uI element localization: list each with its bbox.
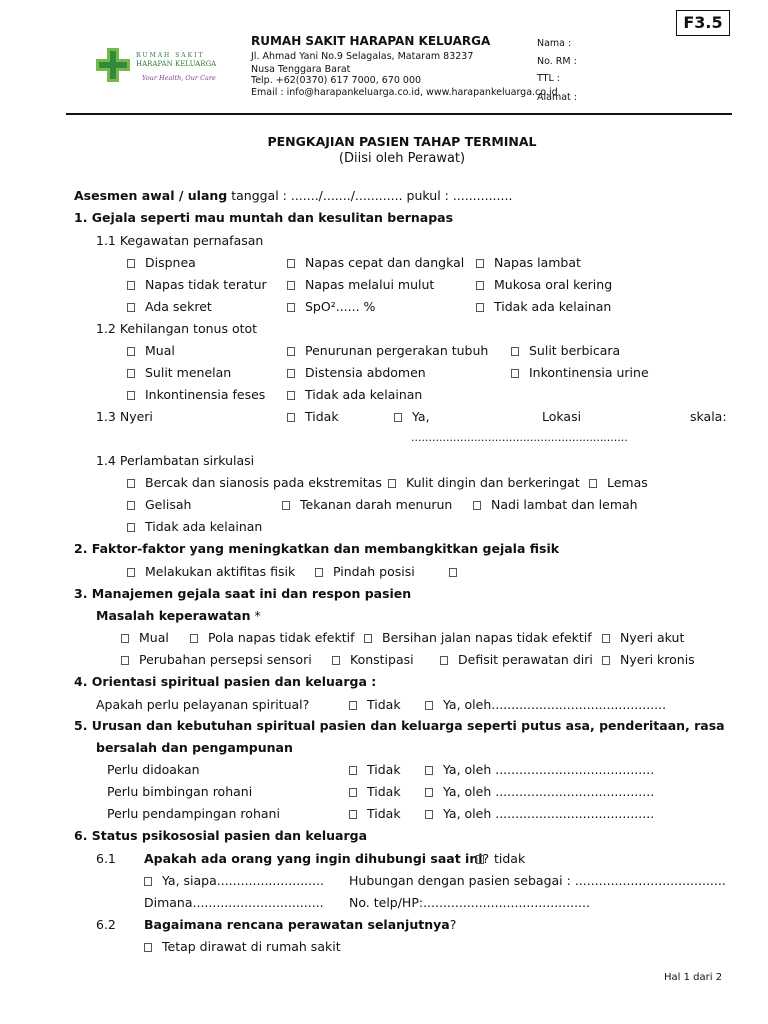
checkbox-napas-lambat[interactable]: Napas lambat [476,255,581,271]
checkbox-spiritual-ya[interactable]: Ya, oleh............................................ [425,697,666,713]
checkbox-icon[interactable] [511,347,519,356]
checkbox-lemas[interactable]: Lemas [589,475,648,491]
hospital-phone: Telp. +62(0370) 617 7000, 670 000 [251,75,422,86]
section-2-title: 2. Faktor-faktor yang meningkatkan dan membangkitkan gejala fisik [74,541,560,556]
nyeri-skala-label: skala: [690,409,727,424]
checkbox-icon[interactable] [476,855,484,864]
checkbox-icon[interactable] [473,501,481,510]
checkbox-icon[interactable] [388,479,396,488]
section-5-title-line2: bersalah dan pengampunan [96,740,293,755]
checkbox-icon[interactable] [127,259,135,268]
checkbox-pendampingan-ya[interactable]: Ya, oleh ........................................ [425,806,654,822]
checkbox-icon[interactable] [332,656,340,665]
checkbox-dispnea[interactable]: Dispnea [127,255,196,271]
checkbox-icon[interactable] [282,501,290,510]
checkbox-icon[interactable] [602,634,610,643]
section-1-3-title: 1.3 Nyeri [96,409,153,424]
checkbox-icon[interactable] [476,303,484,312]
form-subtitle: (Diisi oleh Perawat) [338,151,466,166]
checkbox-icon[interactable] [287,259,295,268]
checkbox-tidak-ada-kelainan-3[interactable]: Tidak ada kelainan [127,519,262,535]
checkbox-didoakan-tidak[interactable]: Tidak [349,762,401,778]
checkbox-bimbingan-ya[interactable]: Ya, oleh ........................................ [425,784,654,800]
checkbox-icon[interactable] [476,259,484,268]
checkbox-tidak-ada-kelainan-1[interactable]: Tidak ada kelainan [476,299,611,315]
checkbox-hubungi-ya[interactable]: Ya, siapa........................... [144,873,324,889]
section-6-title: 6. Status psikososial pasien dan keluarga [74,828,368,843]
checkbox-icon[interactable] [287,281,295,290]
checkbox-aktifitas-fisik[interactable]: Melakukan aktifitas fisik [127,564,295,580]
checkbox-icon[interactable] [144,943,152,952]
checkbox-icon[interactable] [440,656,448,665]
logo-name: HARAPAN KELUARGA [136,60,217,68]
checkbox-konstipasi[interactable]: Konstipasi [332,652,414,668]
dimana-field[interactable]: Dimana................................. [144,895,324,910]
checkbox-icon[interactable] [349,788,357,797]
checkbox-tekanan-darah[interactable]: Tekanan darah menurun [282,497,452,513]
checkbox-icon[interactable] [287,347,295,356]
checkbox-icon[interactable] [127,523,135,532]
checkbox-bersihan-jalan-napas[interactable]: Bersihan jalan napas tidak efektif [364,630,592,646]
spiritual-question: Apakah perlu pelayanan spiritual? [96,697,310,712]
checkbox-icon[interactable] [121,634,129,643]
checkbox-icon[interactable] [449,568,457,577]
checkbox-didoakan-ya[interactable]: Ya, oleh ........................................ [425,762,654,778]
section-4-title: 4. Orientasi spiritual pasien dan keluarga : [74,674,377,689]
q6-1-text: Apakah ada orang yang ingin dihubungi saat ini? [144,851,490,866]
checkbox-icon[interactable] [364,634,372,643]
checkbox-spiritual-tidak[interactable]: Tidak [349,697,401,713]
checkbox-mual[interactable]: Mual [127,343,175,359]
checkbox-napas-tidak-teratur[interactable]: Napas tidak teratur [127,277,267,293]
checkbox-icon[interactable] [476,281,484,290]
header-divider [66,113,732,115]
checkbox-icon[interactable] [589,479,597,488]
checkbox-icon[interactable] [425,701,433,710]
checkbox-kulit-dingin[interactable]: Kulit dingin dan berkeringat [388,475,580,491]
checkbox-icon[interactable] [287,413,295,422]
cross-icon [94,46,134,86]
field-alamat: Alamat : [537,92,577,103]
checkbox-icon[interactable] [121,656,129,665]
hubungan-field[interactable]: Hubungan dengan pasien sebagai : ...................................... [349,873,726,888]
checkbox-icon[interactable] [127,501,135,510]
page-number: Hal 1 dari 2 [664,972,723,983]
checkbox-sulit-menelan[interactable]: Sulit menelan [127,365,231,381]
telp-field[interactable]: No. telp/HP:.......................................... [349,895,590,910]
hospital-logo [94,44,217,90]
checkbox-napas-melalui-mulut[interactable]: Napas melalui mulut [287,277,434,293]
q6-2-number: 6.2 [96,917,116,932]
checkbox-nyeri-tidak[interactable]: Tidak [287,409,339,425]
checkbox-icon[interactable] [127,347,135,356]
row-label-didoakan: Perlu didoakan [107,762,200,777]
row-label-pendampingan: Perlu pendampingan rohani [107,806,280,821]
checkbox-icon[interactable] [511,369,519,378]
checkbox-napas-cepat[interactable]: Napas cepat dan dangkal [287,255,464,271]
field-no-rm: No. RM : [537,56,577,67]
nyeri-lokasi-label: Lokasi [542,409,582,424]
checkbox-nyeri-ya[interactable]: Ya, [394,409,430,425]
row-label-bimbingan: Perlu bimbingan rohani [107,784,253,799]
assessment-label: Asesmen awal / ulang [74,188,228,203]
checkbox-nyeri-akut[interactable]: Nyeri akut [602,630,684,646]
checkbox-icon[interactable] [425,810,433,819]
checkbox-icon[interactable] [349,701,357,710]
checkbox-icon[interactable] [425,788,433,797]
checkbox-distensia-abdomen[interactable]: Distensia abdomen [287,365,426,381]
checkbox-defisit-perawatan[interactable]: Defisit perawatan diri [440,652,593,668]
section-1-title: 1. Gejala seperti mau muntah dan kesulitan bernapas [74,210,454,225]
checkbox-inkontinensia-feses[interactable]: Inkontinensia feses [127,387,265,403]
form-code: F3.5 [676,10,730,36]
field-nama: Nama : [537,38,572,49]
checkbox-ada-sekret[interactable]: Ada sekret [127,299,212,315]
section-5-title-line1: 5. Urusan dan kebutuhan spiritual pasien dan keluarga seperti putus asa, penderitaan, rasa [74,718,725,733]
checkbox-hubungi-tidak[interactable]: tidak [476,851,525,867]
section-1-2-title: 1.2 Kehilangan tonus otot [96,321,258,336]
form-title: PENGKAJIAN PASIEN TAHAP TERMINAL [267,134,537,149]
checkbox-spo2[interactable]: SpO²...... % [287,299,375,315]
checkbox-icon[interactable] [394,413,402,422]
masalah-keperawatan: Masalah keperawatan * [96,608,261,623]
checkbox-sulit-berbicara[interactable]: Sulit berbicara [511,343,620,359]
checkbox-icon[interactable] [127,303,135,312]
checkbox-nadi-lambat[interactable]: Nadi lambat dan lemah [473,497,638,513]
checkbox-icon[interactable] [349,766,357,775]
checkbox-tidak-ada-kelainan-2[interactable]: Tidak ada kelainan [287,387,422,403]
checkbox-icon[interactable] [602,656,610,665]
checkbox-pindah-posisi[interactable]: Pindah posisi [315,564,415,580]
checkbox-persepsi-sensori[interactable]: Perubahan persepsi sensori [121,652,312,668]
checkbox-pola-napas[interactable]: Pola napas tidak efektif [190,630,354,646]
checkbox-nyeri-kronis[interactable]: Nyeri kronis [602,652,695,668]
checkbox-icon[interactable] [127,369,135,378]
assessment-line [74,188,512,203]
checkbox-icon[interactable] [287,303,295,312]
checkbox-lainnya[interactable] [449,564,467,580]
hospital-name: RUMAH SAKIT HARAPAN KELUARGA [251,34,491,48]
logo-top: RUMAH SAKIT [136,52,205,59]
q6-1-number: 6.1 [96,851,116,866]
checkbox-gelisah[interactable]: Gelisah [127,497,191,513]
section-3-title: 3. Manajemen gejala saat ini dan respon pasien [74,586,412,601]
assessment-date-time[interactable]: tanggal : ......./......./............ pukul : ............... [227,188,513,203]
section-1-4-title: 1.4 Perlambatan sirkulasi [96,453,255,468]
checkbox-icon[interactable] [127,281,135,290]
checkbox-icon[interactable] [425,766,433,775]
checkbox-icon[interactable] [127,568,135,577]
hospital-email: Email : info@harapankeluarga.co.id, www.harapankeluarga.co.id [251,87,558,98]
checkbox-pendampingan-tidak[interactable]: Tidak [349,806,401,822]
checkbox-bimbingan-tidak[interactable]: Tidak [349,784,401,800]
hospital-address1: Jl. Ahmad Yani No.9 Selagalas, Mataram 83237 [251,51,474,62]
hospital-address2: Nusa Tenggara Barat [251,64,351,75]
checkbox-icon[interactable] [287,391,295,400]
checkbox-icon[interactable] [127,391,135,400]
checkbox-icon[interactable] [144,877,152,886]
checkbox-icon[interactable] [315,568,323,577]
checkbox-icon[interactable] [127,479,135,488]
checkbox-icon[interactable] [287,369,295,378]
checkbox-bercak-sianosis[interactable]: Bercak dan sianosis pada ekstremitas [127,475,382,491]
section-1-1-title: 1.1 Kegawatan pernafasan [96,233,264,248]
field-ttl: TTL : [537,73,560,84]
checkbox-tetap-dirawat[interactable]: Tetap dirawat di rumah sakit [144,939,341,955]
q6-2-text: Bagaimana rencana perawatan selanjutnya? [144,917,457,932]
checkbox-penurunan-pergerakan[interactable]: Penurunan pergerakan tubuh [287,343,488,359]
nyeri-lokasi-field[interactable]: .............................................................. [411,431,628,444]
logo-tagline: Your Health, Our Care [142,74,216,82]
checkbox-icon[interactable] [349,810,357,819]
checkbox-icon[interactable] [190,634,198,643]
checkbox-mukosa-oral[interactable]: Mukosa oral kering [476,277,612,293]
checkbox-inkontinensia-urine[interactable]: Inkontinensia urine [511,365,649,381]
checkbox-mual-3[interactable]: Mual [121,630,169,646]
